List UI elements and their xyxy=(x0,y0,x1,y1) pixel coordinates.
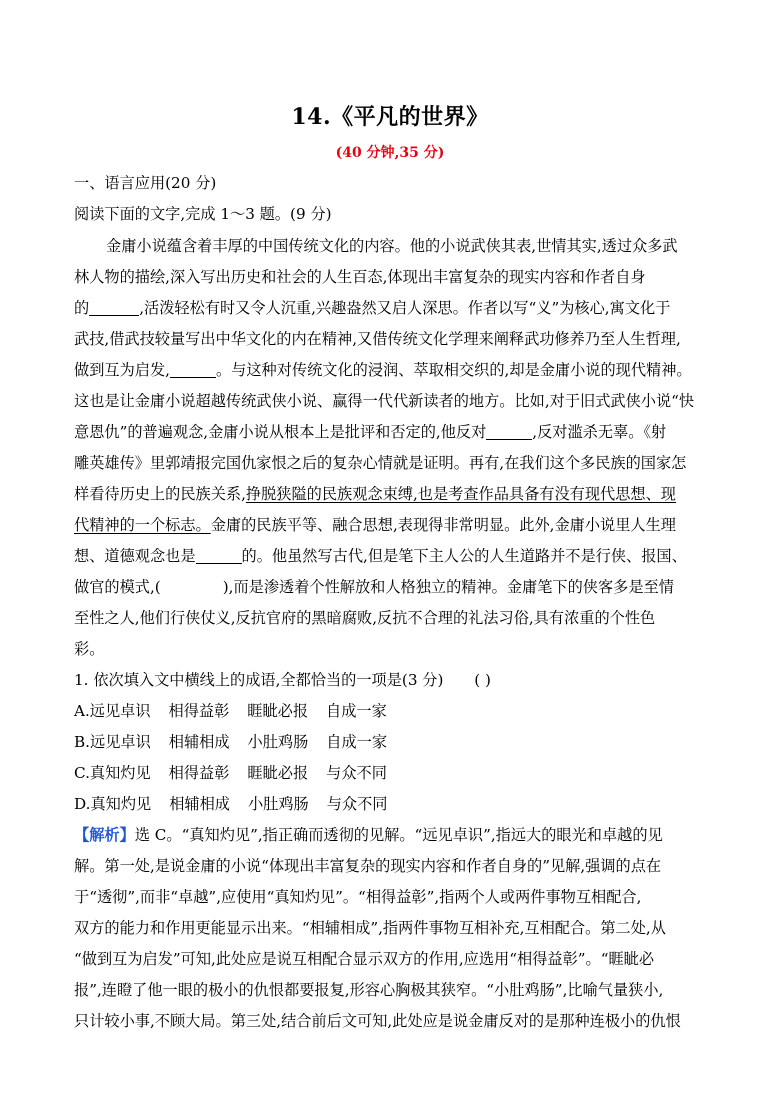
passage-text: 。与这种对传统文化的浸润、萃取相交织的,却是金庸小说的现代精神。 xyxy=(215,361,692,379)
option-idiom: 远见卓识 xyxy=(89,702,151,720)
option-label: D. xyxy=(74,795,91,813)
option-idiom: 相得益彰 xyxy=(168,764,230,782)
option-idiom: 与众不同 xyxy=(326,764,387,782)
option-idiom: 相辅相成 xyxy=(168,733,230,751)
option-c[interactable] xyxy=(74,762,405,783)
passage-line-8: 雕英雄传》里郭靖报完国仇家恨之后的复杂心情就是证明。再有,在我们这个多民族的国家怎 xyxy=(74,454,687,472)
instruction: 阅读下面的文字,完成 1～3 题。(9 分) xyxy=(74,205,332,223)
option-label: A. xyxy=(74,702,90,720)
option-b[interactable] xyxy=(74,731,405,752)
section-heading: 一、语言应用(20 分) xyxy=(74,174,217,192)
passage-line-13: 至性之人,他们行侠仗义,反抗官府的黑暗腐败,反抗不合理的礼法习俗,具有浓重的个性色 xyxy=(74,609,656,627)
analysis-line-1 xyxy=(74,824,663,845)
underlined-sentence: 挣脱狭隘的民族观念束缚,也是考查作品具备有没有现代思想、现 xyxy=(245,485,676,503)
passage-line-9 xyxy=(74,483,676,504)
analysis-line-6: 报”,连瞪了他一眼的极小的仇恨都要报复,形容心胸极其狭窄。“小肚鸡肠”,比喻气量狭小, xyxy=(74,981,664,999)
passage-text: 样看待历史上的民族关系, xyxy=(74,485,246,503)
analysis-text: 选 C。“真知灼见”,指正确而透彻的见解。“远见卓识”,指远大的眼光和卓越的见 xyxy=(134,826,663,844)
option-idiom: 自成一家 xyxy=(326,702,387,720)
fill-blank-3 xyxy=(486,423,532,440)
option-idiom: 小肚鸡肠 xyxy=(247,733,309,751)
passage-text: ,活泼轻松有时又令人沉重,兴趣盎然又启人深思。作者以写“义”为核心,寓文化于 xyxy=(139,299,671,317)
option-idiom: 真知灼见 xyxy=(89,764,151,782)
passage-text: 意恩仇”的普遍观念,金庸小说从根本上是批评和否定的,他反对 xyxy=(74,423,487,441)
time-score-note: (40 分钟,35 分) xyxy=(335,145,445,161)
passage-line-11 xyxy=(74,545,687,566)
passage-line-6: 这也是让金庸小说超越传统武侠小说、赢得一代代新读者的地方。比如,对于旧式武侠小说“快 xyxy=(74,392,695,410)
passage-line-5 xyxy=(74,359,692,380)
passage-text: 想、道德观念也是 xyxy=(74,547,196,565)
passage-line-14: 彩。 xyxy=(74,640,105,658)
option-label: B. xyxy=(74,733,90,751)
analysis-line-4: 双方的能力和作用更能显示出来。“相辅相成”,指两件事物互相补充,互相配合。第二处,从 xyxy=(74,919,666,937)
fill-blank-1 xyxy=(89,299,139,316)
option-idiom: 相辅相成 xyxy=(169,795,230,813)
analysis-line-2: 解。第一处,是说金庸的小说“体现出丰富复杂的现实内容和作者自身的”见解,强调的点在 xyxy=(74,857,662,875)
fill-blank-4 xyxy=(196,547,242,564)
option-idiom: 睚眦必报 xyxy=(247,764,309,782)
passage-line-4: 武技,借武技较量写出中华文化的内在精神,又借传统文化学理来阐释武功修养乃至人生哲理, xyxy=(74,330,681,348)
analysis-line-5: “做到互为启发”可知,此处应是说互相配合显示双方的作用,应选用“相得益彰”。“睚眦必 xyxy=(74,950,655,968)
passage-text: 的 xyxy=(74,299,90,317)
option-idiom: 远见卓识 xyxy=(90,733,151,751)
passage-text: 的。他虽然写古代,但是笔下主人公的人生道路并不是行侠、报国、 xyxy=(241,547,687,565)
question-1-stem xyxy=(74,669,491,690)
passage-text: 做到互为启发, xyxy=(74,361,170,379)
passage-line-3 xyxy=(74,297,670,318)
analysis-tag: 【解析】 xyxy=(74,826,135,844)
passage-line-7 xyxy=(74,421,666,442)
fill-blank-2 xyxy=(170,361,216,378)
option-idiom: 相得益彰 xyxy=(168,702,230,720)
option-d[interactable] xyxy=(74,793,405,814)
analysis-line-3: 于“透彻”,而非“卓越”,应使用“真知灼见”。“相得益彰”,指两个人或两件事物互相配合, xyxy=(74,888,642,906)
passage-line-10 xyxy=(74,514,676,535)
question-text: 1. 依次填入文中横线上的成语,全都恰当的一项是(3 分) xyxy=(74,671,444,689)
passage-text: 做官的模式,( xyxy=(74,578,161,596)
option-idiom: 睚眦必报 xyxy=(247,702,309,720)
passage-text: 金庸的民族平等、融合思想,表现得非常明显。此外,金庸小说里人生理 xyxy=(210,516,676,534)
passage-text: ),而是渗透着个性解放和人格独立的精神。金庸笔下的侠客多是至情 xyxy=(222,578,674,596)
underlined-sentence: 代精神的一个标志。 xyxy=(74,516,211,534)
option-idiom: 真知灼见 xyxy=(90,795,152,813)
option-idiom: 小肚鸡肠 xyxy=(247,795,309,813)
passage-line-2: 林人物的描绘,深入写出历史和社会的人生百态,体现出丰富复杂的现实内容和作者自身 xyxy=(74,268,646,286)
option-label: C. xyxy=(74,764,90,782)
analysis-line-7: 只计较小事,不顾大局。第三处,结合前后文可知,此处应是说金庸反对的是那种连极小的仇恨 xyxy=(74,1012,681,1030)
page-title: 14.《平凡的世界》 xyxy=(291,104,489,130)
option-idiom: 自成一家 xyxy=(326,733,387,751)
answer-bracket: ( ) xyxy=(474,671,491,689)
passage-line-1: 金庸小说蕴含着丰厚的中国传统文化的内容。他的小说武侠其表,世情其实,透过众多武 xyxy=(106,237,678,255)
option-a[interactable] xyxy=(74,700,405,721)
passage-line-12 xyxy=(74,576,674,597)
passage-text: ,反对滥杀无辜。《射 xyxy=(532,423,667,441)
option-idiom: 与众不同 xyxy=(326,795,388,813)
